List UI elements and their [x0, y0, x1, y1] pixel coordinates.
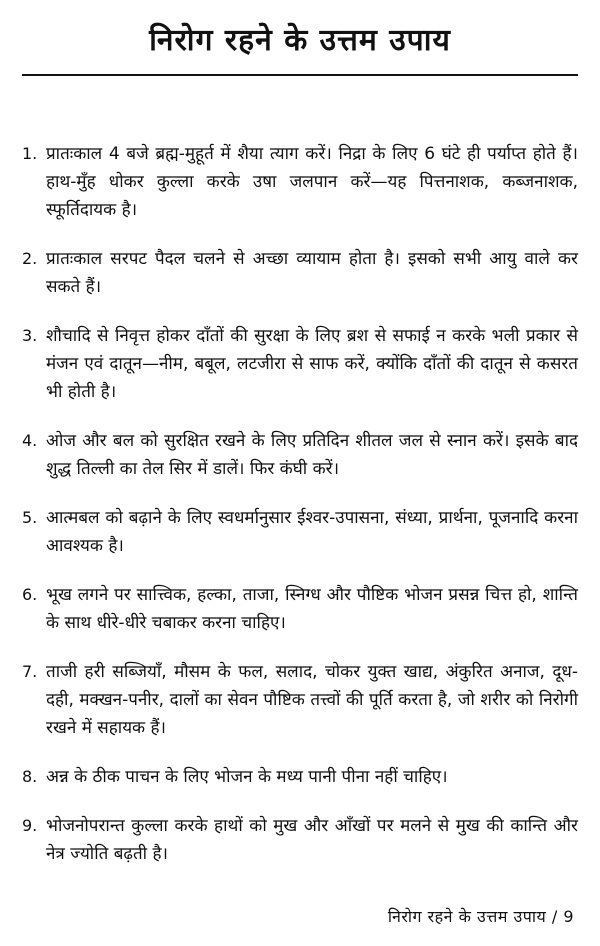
item-text: ताजी हरी सब्जियाँ, मौसम के फल, सलाद, चोकर युक्त खाद्य, अंकुरित अनाज, दूध-दही, मक्खन-पनीर, दालों का सेवन पौष्टिक तत्त्वों की पूर्ति करता है, जो शरीर को निरोगी रखने में सहायक हैं।: [46, 662, 578, 738]
item-text: आत्मबल को बढ़ाने के लिए स्वधर्मानुसार ईश्वर-उपासना, संध्या, प्रार्थना, पूजनादि करना आवश्यक है।: [46, 508, 578, 556]
item-text: ओज और बल को सुरक्षित रखने के लिए प्रतिदिन शीतल जल से स्नान करें। इसके बाद शुद्ध तिल्ली का तेल सिर में डालें। फिर कंघी करें।: [46, 431, 578, 479]
list-item: [22, 140, 578, 224]
item-number: 9.: [22, 816, 38, 835]
item-text: प्रातःकाल सरपट पैदल चलने से अच्छा व्यायाम होता है। इसको सभी आयु वाले कर सकते हैं।: [46, 249, 578, 297]
item-text: अन्न के ठीक पाचन के लिए भोजन के मध्य पानी पीना नहीं चाहिए।: [46, 767, 448, 787]
item-number: 3.: [22, 326, 38, 345]
list-item: [22, 504, 578, 560]
list-item: [22, 581, 578, 637]
item-number: 5.: [22, 508, 38, 527]
item-number: 7.: [22, 662, 38, 681]
list-item: [22, 245, 578, 301]
page-footer: निरोग रहने के उत्तम उपाय / 9: [387, 907, 574, 926]
item-text: भोजनोपरान्त कुल्ला करके हाथों को मुख और आँखों पर मलने से मुख की कान्ति और नेत्र ज्योति बढ़ती है।: [46, 816, 578, 864]
item-number: 6.: [22, 585, 38, 604]
item-number: 8.: [22, 767, 38, 786]
item-text: प्रातःकाल 4 बजे ब्रह्म-मुहूर्त में शैया त्याग करें। निद्रा के लिए 6 घंटे ही पर्याप्त होते हैं। हाथ-मुँह धोकर कुल्ला करके उषा जलपान करें—यह पित्तनाशक, कब्जनाशक, स्फूर्तिदायक है।: [46, 144, 578, 220]
item-number: 1.: [22, 144, 38, 163]
list-item: [22, 427, 578, 483]
list-item: [22, 322, 578, 406]
list-item: [22, 658, 578, 742]
item-text: भूख लगने पर सात्त्विक, हल्का, ताजा, स्निग्ध और पौष्टिक भोजन प्रसन्न चित्त हो, शान्ति के साथ धीरे-धीरे चबाकर करना चाहिए।: [46, 585, 578, 633]
list-item: [22, 812, 578, 868]
list-item: [22, 763, 578, 791]
page-title: निरोग रहने के उत्तम उपाय: [149, 23, 451, 58]
item-number: 4.: [22, 431, 38, 450]
tips-list: [22, 140, 578, 889]
title-divider: [22, 74, 578, 76]
item-number: 2.: [22, 249, 38, 268]
item-text: शौचादि से निवृत्त होकर दाँतों की सुरक्षा के लिए ब्रश से सफाई न करके भली प्रकार से मंजन एवं दातून—नीम, बबूल, लटजीरा से साफ करें, क्योंकि दाँतों की दातून से कसरत भी होती है।: [46, 326, 578, 402]
